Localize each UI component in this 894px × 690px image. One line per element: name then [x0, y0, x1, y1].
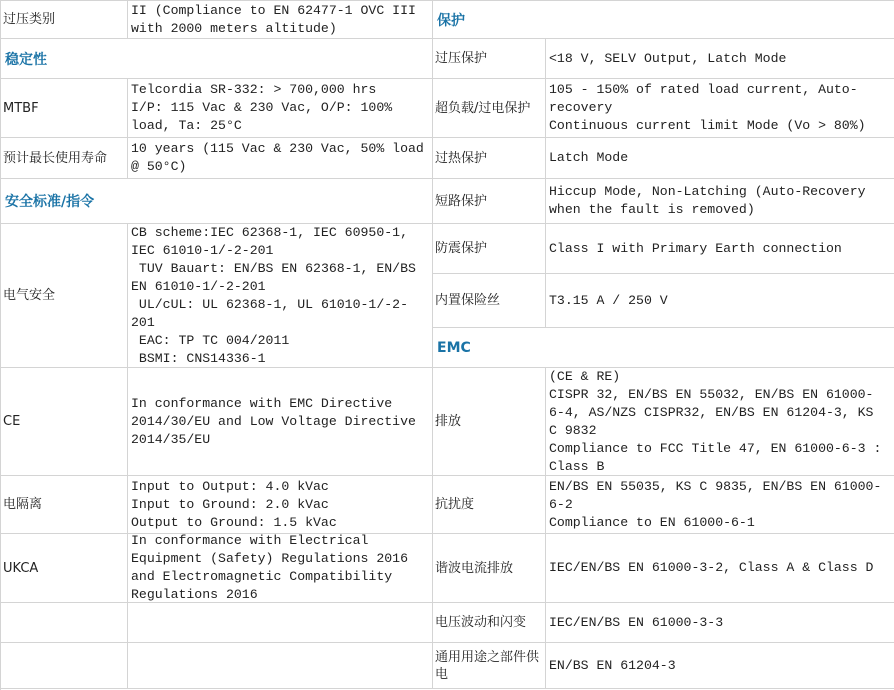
immunity-value: EN/BS EN 55035, KS C 9835, EN/BS EN 61000- 6-2 Compliance to EN 61000-6-1: [546, 476, 894, 534]
harmonic-value: IEC/EN/BS EN 61000-3-2, Class A & Class D: [546, 534, 894, 603]
scp-label: 短路保护: [433, 179, 546, 224]
overvoltage-category-label: 过压类别: [1, 1, 128, 39]
overload-value: 105 - 150% of rated load current, Auto- recovery Continuous current limit Mode (Vo > 80%): [546, 79, 894, 138]
empty-cell: [1, 603, 128, 643]
fuse-label: 内置保险丝: [433, 274, 546, 328]
ovp-value: <18 V, SELV Output, Latch Mode: [546, 39, 894, 79]
electrical-safety-label: 电气安全: [1, 224, 128, 368]
ce-value: In conformance with EMC Directive 2014/30/EU and Low Voltage Directive 2014/35/EU: [128, 368, 433, 476]
scp-value: Hiccup Mode, Non-Latching (Auto-Recovery when the fault is removed): [546, 179, 894, 224]
general-use-value: EN/BS EN 61204-3: [546, 643, 894, 689]
emission-value: (CE & RE) CISPR 32, EN/BS EN 55032, EN/BS EN 61000- 6-4, AS/NZS CISPR32, EN/BS EN 61204-3, KS C 9832 Compliance to FCC Title 47, EN 61000-6-3 : Class B: [546, 368, 894, 476]
empty-cell: [128, 643, 433, 689]
isolation-value: Input to Output: 4.0 kVac Input to Ground: 2.0 kVac Output to Ground: 1.5 kVac: [128, 476, 433, 534]
lifetime-value: 10 years (115 Vac & 230 Vac, 50% load @ 50°C): [128, 138, 433, 179]
empty-cell: [128, 603, 433, 643]
electrical-safety-value: CB scheme:IEC 62368-1, IEC 60950-1, IEC 61010-1/-2-201 TUV Bauart: EN/BS EN 62368-1, EN/BS EN 61010-1/-2-201 UL/cUL: UL 62368-1, UL 61010-1/-2- 201 EAC: TP TC 004/2011 BSMI: CNS14336-1: [128, 224, 433, 368]
ovp-label: 过压保护: [433, 39, 546, 79]
flicker-label: 电压波动和闪变: [433, 603, 546, 643]
otp-value: Latch Mode: [546, 138, 894, 179]
flicker-value: IEC/EN/BS EN 61000-3-3: [546, 603, 894, 643]
immunity-label: 抗扰度: [433, 476, 546, 534]
mtbf-label: MTBF: [1, 79, 128, 138]
isolation-label: 电隔离: [1, 476, 128, 534]
general-use-label: 通用用途之部件供电: [433, 643, 546, 689]
overvoltage-category-value: II (Compliance to EN 62477-1 OVC III with 2000 meters altitude): [128, 1, 433, 39]
ukca-label: UKCA: [1, 534, 128, 603]
ukca-value: In conformance with Electrical Equipment (Safety) Regulations 2016 and Electromagnetic Compatibility Regulations 2016: [128, 534, 433, 603]
otp-label: 过热保护: [433, 138, 546, 179]
ce-label: CE: [1, 368, 128, 476]
safety-heading: 安全标准/指令: [1, 179, 433, 224]
stability-heading: 稳定性: [1, 39, 433, 79]
emc-heading: EMC: [433, 328, 894, 368]
shock-label: 防震保护: [433, 224, 546, 274]
protection-heading: 保护: [433, 1, 894, 39]
empty-cell: [1, 643, 128, 689]
protection-subgrid: [433, 224, 894, 368]
harmonic-label: 谐波电流排放: [433, 534, 546, 603]
shock-value: Class I with Primary Earth connection: [546, 224, 894, 274]
overload-label: 超负载/过电保护: [433, 79, 546, 138]
lifetime-label: 预计最长使用寿命: [1, 138, 128, 179]
emission-label: 排放: [433, 368, 546, 476]
mtbf-value: Telcordia SR-332: > 700,000 hrs I/P: 115 Vac & 230 Vac, O/P: 100% load, Ta: 25°C: [128, 79, 433, 138]
fuse-value: T3.15 A / 250 V: [546, 274, 894, 328]
